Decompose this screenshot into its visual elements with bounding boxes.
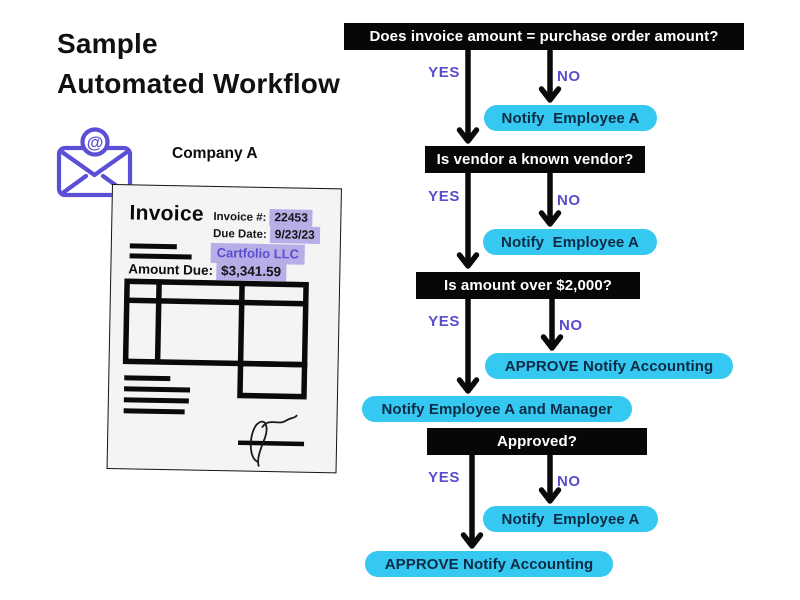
page-title-line2: Automated Workflow <box>57 68 341 99</box>
arrowhead <box>542 213 559 224</box>
invoice-amount-label: Amount Due: <box>128 261 214 278</box>
invoice-number-label: Invoice #: <box>213 210 267 224</box>
arrowhead <box>464 535 481 546</box>
decision-approved: Approved? <box>427 428 647 455</box>
signature-icon <box>236 411 309 468</box>
invoice-due-value: 9/23/23 <box>270 226 320 244</box>
arrowhead <box>460 255 477 266</box>
page-title <box>57 24 340 104</box>
arrowhead <box>542 490 559 501</box>
decision-invoice-equals-po: Does invoice amount = purchase order amount? <box>344 23 744 50</box>
action-notify-employee-a-3: Notify Employee A <box>483 506 658 532</box>
invoice-amount-value: $3,341.59 <box>216 262 286 281</box>
branch-yes-1: YES <box>428 64 460 81</box>
invoice-due-row <box>213 226 320 242</box>
invoice-vendor: Cartfolio LLC <box>211 243 306 265</box>
invoice-due-label: Due Date: <box>212 227 267 241</box>
action-notify-employee-a-and-manager: Notify Employee A and Manager <box>362 396 632 422</box>
branch-yes-2: YES <box>428 188 460 205</box>
decision-amount-over-2000: Is amount over $2,000? <box>416 272 640 299</box>
invoice-card <box>107 184 342 473</box>
invoice-number-row <box>213 209 313 225</box>
company-label: Company A <box>172 145 258 162</box>
arrowhead <box>460 130 477 141</box>
invoice-number-value: 22453 <box>269 209 313 227</box>
arrowhead <box>544 337 561 348</box>
page-title-line1: Sample <box>57 28 158 59</box>
action-approve-notify-accounting-2: APPROVE Notify Accounting <box>365 551 613 577</box>
invoice-amount-row <box>128 261 286 279</box>
redacted-line <box>124 397 189 403</box>
invoice-table <box>122 278 309 402</box>
branch-yes-3: YES <box>428 313 460 330</box>
invoice-title: Invoice <box>129 201 205 226</box>
branch-yes-4: YES <box>428 469 460 486</box>
at-glyph: @ <box>86 133 104 152</box>
redacted-line <box>130 243 177 249</box>
branch-no-1: NO <box>557 68 581 85</box>
decision-known-vendor: Is vendor a known vendor? <box>425 146 645 173</box>
arrowhead <box>460 380 477 391</box>
action-approve-notify-accounting-1: APPROVE Notify Accounting <box>485 353 733 379</box>
action-notify-employee-a-2: Notify Employee A <box>483 229 657 255</box>
branch-no-4: NO <box>557 473 581 490</box>
branch-no-3: NO <box>559 317 583 334</box>
action-notify-employee-a-1: Notify Employee A <box>484 105 657 131</box>
branch-no-2: NO <box>557 192 581 209</box>
redacted-line <box>124 408 185 414</box>
arrowhead <box>542 89 559 100</box>
redacted-line <box>124 375 170 381</box>
redacted-line <box>130 253 192 259</box>
